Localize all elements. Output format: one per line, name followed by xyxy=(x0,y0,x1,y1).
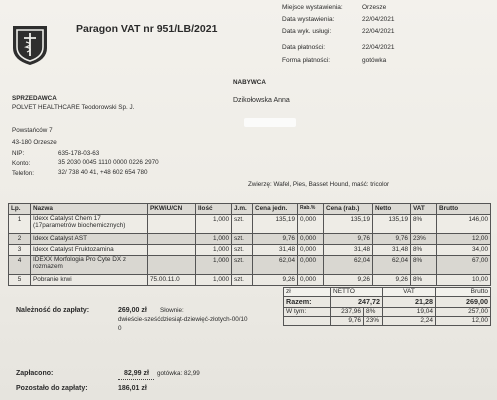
cell-cena-rab: 9,76 xyxy=(324,234,373,245)
cell-jm: szt. xyxy=(232,275,253,286)
meta-value-payment-date: 22/04/2021 xyxy=(362,44,395,51)
buyer-name: Dzikołowska Anna xyxy=(233,97,290,104)
col-header-lp: Lp. xyxy=(9,204,31,215)
summary-razem-brutto: 269,00 xyxy=(436,297,491,308)
cell-nazwa xyxy=(31,215,148,234)
cell-rabat: 0,000 xyxy=(298,215,324,234)
cell-jm: szt. xyxy=(232,215,253,234)
summary-rate-brutto: 257,00 xyxy=(436,308,491,317)
seller-telefon: 32/ 738 40 41, +48 602 654 780 xyxy=(58,169,148,176)
cell-rabat: 0,000 xyxy=(298,234,324,245)
animal-info: Zwierzę: Wafel, Pies, Basset Hound, maść: tricolor xyxy=(248,181,390,188)
table-row xyxy=(9,245,491,256)
seller-heading: SPRZEDAWCA xyxy=(12,95,57,102)
items-header-row xyxy=(9,204,491,215)
seller-konto-label: Konto: xyxy=(12,160,31,167)
cell-lp: 5 xyxy=(9,275,31,286)
cell-rabat: 0,000 xyxy=(298,275,324,286)
cell-cena: 9,76 xyxy=(253,234,298,245)
meta-label-payment-date: Data płatności: xyxy=(282,44,325,51)
cell-ilosc: 1,000 xyxy=(196,215,232,234)
col-header-pkwiu: PKWiU/CN xyxy=(148,204,196,215)
cell-netto: 9,76 xyxy=(373,234,411,245)
col-header-netto: Netto xyxy=(373,204,411,215)
seller-nip: 635-178-03-63 xyxy=(58,150,100,157)
seller-konto: 35 2030 0045 1110 0000 0226 2970 xyxy=(58,159,159,166)
cell-lp: 2 xyxy=(9,234,31,245)
col-header-cena-rab: Cena (rab.) xyxy=(324,204,373,215)
col-header-ilosc: Ilość xyxy=(196,204,232,215)
summary-header-vat: VAT xyxy=(383,288,436,297)
summary-rate-brutto: 12,00 xyxy=(436,317,491,326)
seller-street: Powstańców 7 xyxy=(12,127,53,134)
vat-summary-table xyxy=(283,287,491,326)
cell-lp: 4 xyxy=(9,256,31,275)
summary-rate-vat: 19,04 xyxy=(383,308,436,317)
summary-rate-row xyxy=(284,308,491,317)
cell-cena-rab: 31,48 xyxy=(324,245,373,256)
summary-rate-vat: 2,24 xyxy=(383,317,436,326)
table-row xyxy=(9,256,491,275)
clinic-logo-icon xyxy=(10,22,50,66)
col-header-vat: VAT xyxy=(411,204,437,215)
cell-brutto: 146,00 xyxy=(437,215,491,234)
meta-value-payment-form: gotówka xyxy=(362,57,387,64)
cell-brutto: 10,00 xyxy=(437,275,491,286)
cell-pkwiu xyxy=(148,256,196,275)
cell-vat: 8% xyxy=(411,275,437,286)
meta-label-service-date: Data wyk. usługi: xyxy=(282,28,332,35)
meta-value-service-date: 22/04/2021 xyxy=(362,28,395,35)
seller-name: POLVET HEALTHCARE Teodorowski Sp. J. xyxy=(12,104,135,111)
cell-cena-rab: 9,26 xyxy=(324,275,373,286)
cell-nazwa: Idexx Catalyst Fruktozamina xyxy=(31,245,148,256)
cell-vat: 8% xyxy=(411,245,437,256)
cell-vat: 8% xyxy=(411,256,437,275)
summary-razem-netto: 247,72 xyxy=(331,297,383,308)
cell-rabat: 0,000 xyxy=(298,256,324,275)
paid-method: gotówka: 82,99 xyxy=(157,370,200,377)
cell-ilosc: 1,000 xyxy=(196,256,232,275)
summary-rate-netto: 237,96 xyxy=(331,308,364,317)
summary-header-netto: NETTO xyxy=(331,288,383,297)
col-header-brutto: Brutto xyxy=(437,204,491,215)
cell-jm: szt. xyxy=(232,245,253,256)
seller-nip-label: NIP: xyxy=(12,150,25,157)
cell-cena: 135,19 xyxy=(253,215,298,234)
cell-nazwa xyxy=(31,256,148,275)
cell-ilosc: 1,000 xyxy=(196,234,232,245)
cell-vat: 8% xyxy=(411,215,437,234)
summary-header-row xyxy=(284,288,491,297)
meta-value-place: Orzesze xyxy=(362,4,387,11)
paid-underline xyxy=(118,379,154,380)
cell-pkwiu xyxy=(148,215,196,234)
seller-city: 43-180 Orzesze xyxy=(12,139,57,146)
summary-razem-row xyxy=(284,297,491,308)
cell-ilosc: 1,000 xyxy=(196,245,232,256)
table-row xyxy=(9,275,491,286)
amount-due-label: Należność do zapłaty: xyxy=(16,307,90,314)
summary-wtym-label: W tym: xyxy=(284,308,331,317)
meta-label-issue-date: Data wystawienia: xyxy=(282,16,335,23)
cell-brutto: 12,00 xyxy=(437,234,491,245)
amount-due-value: 269,00 zł xyxy=(118,307,147,314)
cell-nazwa-text: IDEXX Morfologia Pro Cyte DX z rozmazem xyxy=(33,256,127,270)
remaining-value: 186,01 zł xyxy=(118,385,147,392)
buyer-heading: NABYWCA xyxy=(233,79,266,86)
paid-value: 82,99 zł xyxy=(124,370,149,377)
cell-pkwiu: 75.00.11.0 xyxy=(148,275,196,286)
cell-cena: 31,48 xyxy=(253,245,298,256)
summary-razem-label: Razem: xyxy=(284,297,331,308)
meta-label-payment-form: Forma płatności: xyxy=(282,57,331,64)
cell-cena-rab: 62,04 xyxy=(324,256,373,275)
cell-nazwa-text: Idexx Catalyst Chem 17 (17parametrów biochemicznych) xyxy=(33,215,126,229)
cell-lp: 1 xyxy=(9,215,31,234)
cell-jm: szt. xyxy=(232,256,253,275)
cell-pkwiu xyxy=(148,245,196,256)
cell-nazwa: Pobranie krwi xyxy=(31,275,148,286)
paid-label: Zapłacono: xyxy=(16,370,54,377)
meta-label-place: Miejsce wystawienia: xyxy=(282,4,343,11)
summary-rate-row xyxy=(284,317,491,326)
cell-cena-rab: 135,19 xyxy=(324,215,373,234)
summary-razem-vat: 21,28 xyxy=(383,297,436,308)
items-table xyxy=(8,203,491,286)
cell-cena: 9,26 xyxy=(253,275,298,286)
amount-words-label: Słownie: xyxy=(160,307,184,314)
cell-vat: 23% xyxy=(411,234,437,245)
cell-brutto: 67,00 xyxy=(437,256,491,275)
summary-rate-stawka: 8% xyxy=(364,308,383,317)
summary-header-currency: zł xyxy=(284,288,331,297)
cell-ilosc: 1,000 xyxy=(196,275,232,286)
cell-lp: 3 xyxy=(9,245,31,256)
cell-jm: szt. xyxy=(232,234,253,245)
cell-netto: 135,19 xyxy=(373,215,411,234)
col-header-cena: Cena jedn. xyxy=(253,204,298,215)
cell-netto: 9,26 xyxy=(373,275,411,286)
cell-brutto: 34,00 xyxy=(437,245,491,256)
amount-words-tail: 0 xyxy=(118,325,122,332)
col-header-jm: J.m. xyxy=(232,204,253,215)
col-header-rabat: Rab.% xyxy=(298,204,324,215)
cell-pkwiu xyxy=(148,234,196,245)
cell-netto: 31,48 xyxy=(373,245,411,256)
summary-rate-netto: 9,76 xyxy=(331,317,364,326)
redacted-area xyxy=(244,118,296,127)
cell-cena: 62,04 xyxy=(253,256,298,275)
meta-value-issue-date: 22/04/2021 xyxy=(362,16,395,23)
summary-rate-stawka: 23% xyxy=(364,317,383,326)
cell-nazwa: Idexx Catalyst AST xyxy=(31,234,148,245)
amount-words: dwieście-sześćdziesiąt-dziewięć-złotych-00/10 xyxy=(118,316,248,323)
col-header-nazwa: Nazwa xyxy=(31,204,148,215)
summary-header-brutto: Brutto xyxy=(436,288,491,297)
table-row xyxy=(9,215,491,234)
seller-telefon-label: Telefon: xyxy=(12,170,35,177)
table-row xyxy=(9,234,491,245)
summary-empty-cell xyxy=(284,317,331,326)
cell-netto: 62,04 xyxy=(373,256,411,275)
remaining-label: Pozostało do zapłaty: xyxy=(16,385,88,392)
cell-rabat: 0,000 xyxy=(298,245,324,256)
document-title: Paragon VAT nr 951/LB/2021 xyxy=(76,23,218,35)
